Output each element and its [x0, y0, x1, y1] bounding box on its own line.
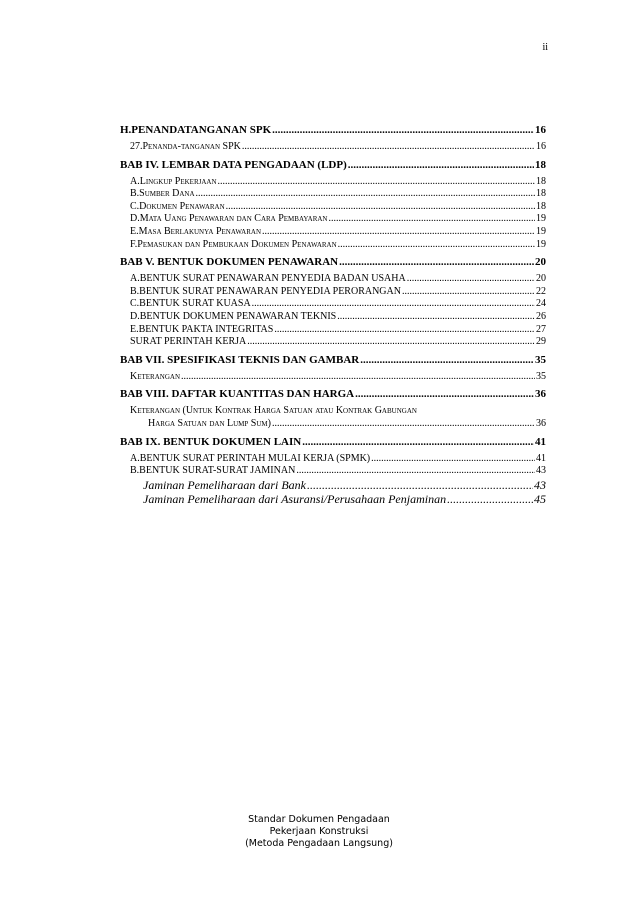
toc-entry[interactable]: [120, 286, 546, 299]
toc-entry-title: A.Lingkup Pekerjaan: [130, 175, 217, 187]
toc-entry-page: 20: [535, 256, 546, 269]
toc-entry-page: 41: [535, 435, 546, 448]
toc-entry-page: 27: [536, 323, 546, 335]
toc-leader-dots: [247, 336, 535, 349]
toc-entry-page: 26: [536, 310, 546, 322]
toc-entry-title: C.BENTUK SURAT KUASA: [130, 298, 251, 310]
toc-entry-title: D.BENTUK DOKUMEN PENAWARAN TEKNIS: [130, 310, 337, 322]
toc-entry-page: 43: [534, 477, 546, 492]
toc-leader-dots: [296, 465, 535, 478]
toc-entry-title: A.BENTUK SURAT PENAWARAN PENYEDIA BADAN USAHA: [130, 273, 406, 285]
toc-entry-page: 22: [536, 285, 546, 297]
toc-heading[interactable]: [120, 255, 546, 269]
toc-leader-dots: [360, 353, 534, 367]
toc-entry-title: Jaminan Pemeliharaan dari Bank: [143, 477, 306, 492]
toc-entry-page: 43: [536, 465, 546, 477]
toc-entry-title: BAB VIII. DAFTAR KUANTITAS DAN HARGA: [120, 388, 355, 401]
toc-entry[interactable]: [120, 201, 546, 214]
toc-leader-dots: [226, 201, 535, 214]
toc-entry-page: 18: [535, 158, 546, 171]
toc-leader-dots: [262, 226, 535, 239]
toc-leader-dots: [339, 255, 534, 269]
toc-entry-title: Keterangan: [130, 370, 180, 382]
toc-leader-dots: [274, 324, 535, 337]
toc-entry[interactable]: [120, 478, 546, 493]
toc-entry[interactable]: [120, 226, 546, 239]
toc-entry[interactable]: [120, 239, 546, 252]
toc-entry-page: 19: [536, 225, 546, 237]
toc-leader-dots: [355, 387, 534, 401]
toc-entry[interactable]: [120, 371, 546, 384]
footer-line-1: Standar Dokumen Pengadaan: [248, 814, 390, 825]
toc-entry-title: E.BENTUK PAKTA INTEGRITAS: [130, 323, 274, 335]
toc-entry-page: 35: [536, 370, 546, 382]
toc-entry-page: 41: [536, 452, 546, 464]
toc-entry-page: 24: [536, 298, 546, 310]
toc-leader-dots: [328, 213, 535, 226]
toc-entry-title: BAB IX. BENTUK DOKUMEN LAIN: [120, 435, 302, 448]
toc-entry[interactable]: [120, 298, 546, 311]
toc-entry[interactable]: [120, 188, 546, 201]
toc-entry-page: 18: [536, 188, 546, 200]
footer-line-3: (Metoda Pengadaan Langsung): [245, 838, 393, 849]
toc-entry-title: A.BENTUK SURAT PERINTAH MULAI KERJA (SPMK): [130, 452, 371, 464]
toc-entry-title: BAB VII. SPESIFIKASI TEKNIS DAN GAMBAR: [120, 353, 360, 366]
toc-entry-page: 18: [536, 200, 546, 212]
toc-leader-dots: [196, 188, 535, 201]
toc-leader-dots: [218, 176, 535, 189]
toc-entry-page: 36: [536, 417, 546, 429]
toc-entry-title: F.Pemasukan dan Pembukaan Dokumen Penawaran: [130, 238, 337, 250]
toc-entry[interactable]: [120, 453, 546, 466]
toc-entry-title: H.PENANDATANGANAN SPK: [120, 124, 272, 136]
toc-entry-title: E.Masa Berlakunya Penawaran: [130, 225, 262, 237]
toc-entry[interactable]: [120, 336, 546, 349]
toc-entry-page: 16: [535, 124, 546, 136]
page-footer: [0, 814, 638, 850]
toc-heading[interactable]: [120, 435, 546, 449]
toc-entry-title: B.Sumber Dana: [130, 188, 195, 200]
toc-entry-title: Jaminan Pemeliharaan dari Asuransi/Perusahaan Penjaminan: [143, 492, 447, 507]
toc-entry-title: D.Mata Uang Penawaran dan Cara Pembayaran: [130, 213, 328, 225]
toc-entry[interactable]: [120, 176, 546, 189]
toc-entry[interactable]: [120, 492, 546, 507]
toc-heading[interactable]: [120, 387, 546, 401]
toc-leader-dots: [338, 239, 535, 252]
toc-entry-page: 29: [536, 336, 546, 348]
toc-entry-page: 35: [535, 353, 546, 366]
toc-entry-title: B.BENTUK SURAT-SURAT JAMINAN: [130, 465, 296, 477]
toc-leader-dots: [302, 435, 534, 449]
toc-leader-dots: [407, 273, 535, 286]
toc-entry-page: 19: [536, 238, 546, 250]
toc-entry-page: 45: [534, 492, 546, 507]
toc-entry-title: BAB V. BENTUK DOKUMEN PENAWARAN: [120, 256, 339, 269]
toc-leader-dots: [447, 492, 533, 507]
toc-entry-title: B.BENTUK SURAT PENAWARAN PENYEDIA PERORANGAN: [130, 285, 401, 297]
toc-entry-page: 36: [535, 388, 546, 401]
toc-entry[interactable]: [120, 465, 546, 478]
toc-entry-title: BAB IV. LEMBAR DATA PENGADAAN (LDP): [120, 158, 347, 171]
table-of-contents: [120, 123, 546, 507]
toc-leader-dots: [272, 123, 534, 137]
toc-leader-dots: [337, 311, 535, 324]
toc-entry[interactable]: [120, 324, 546, 337]
toc-leader-dots: [272, 418, 535, 431]
toc-leader-dots: [348, 158, 534, 172]
toc-entry-line[interactable]: Keterangan (Untuk Kontrak Harga Satuan atau Kontrak Gabungan: [130, 405, 417, 417]
toc-entry[interactable]: [120, 311, 546, 324]
toc-entry-page: 18: [536, 175, 546, 187]
toc-entry-page: 16: [536, 141, 546, 152]
toc-entry[interactable]: [120, 418, 546, 431]
toc-heading[interactable]: [120, 353, 546, 367]
toc-leader-dots: [242, 141, 535, 154]
toc-entry[interactable]: [120, 141, 546, 154]
toc-leader-dots: [307, 478, 533, 493]
toc-entry[interactable]: [120, 273, 546, 286]
toc-entry-page: 20: [536, 273, 546, 285]
page-number: ii: [542, 42, 548, 53]
toc-heading[interactable]: [120, 158, 546, 172]
toc-entry[interactable]: [120, 213, 546, 226]
toc-entry-title: SURAT PERINTAH KERJA: [130, 336, 247, 348]
toc-entry-title: Harga Satuan dan Lump Sum): [148, 417, 271, 429]
footer-line-2: Pekerjaan Konstruksi: [269, 826, 369, 837]
toc-leader-dots: [181, 371, 535, 384]
toc-leader-dots: [371, 453, 535, 466]
toc-entry-title: 27.Penanda-tanganan SPK: [130, 141, 241, 152]
toc-entry-title: C.Dokumen Penawaran: [130, 200, 225, 212]
toc-entry-page: 19: [536, 213, 546, 225]
toc-heading[interactable]: [120, 123, 546, 137]
toc-leader-dots: [252, 298, 535, 311]
toc-leader-dots: [402, 286, 535, 299]
